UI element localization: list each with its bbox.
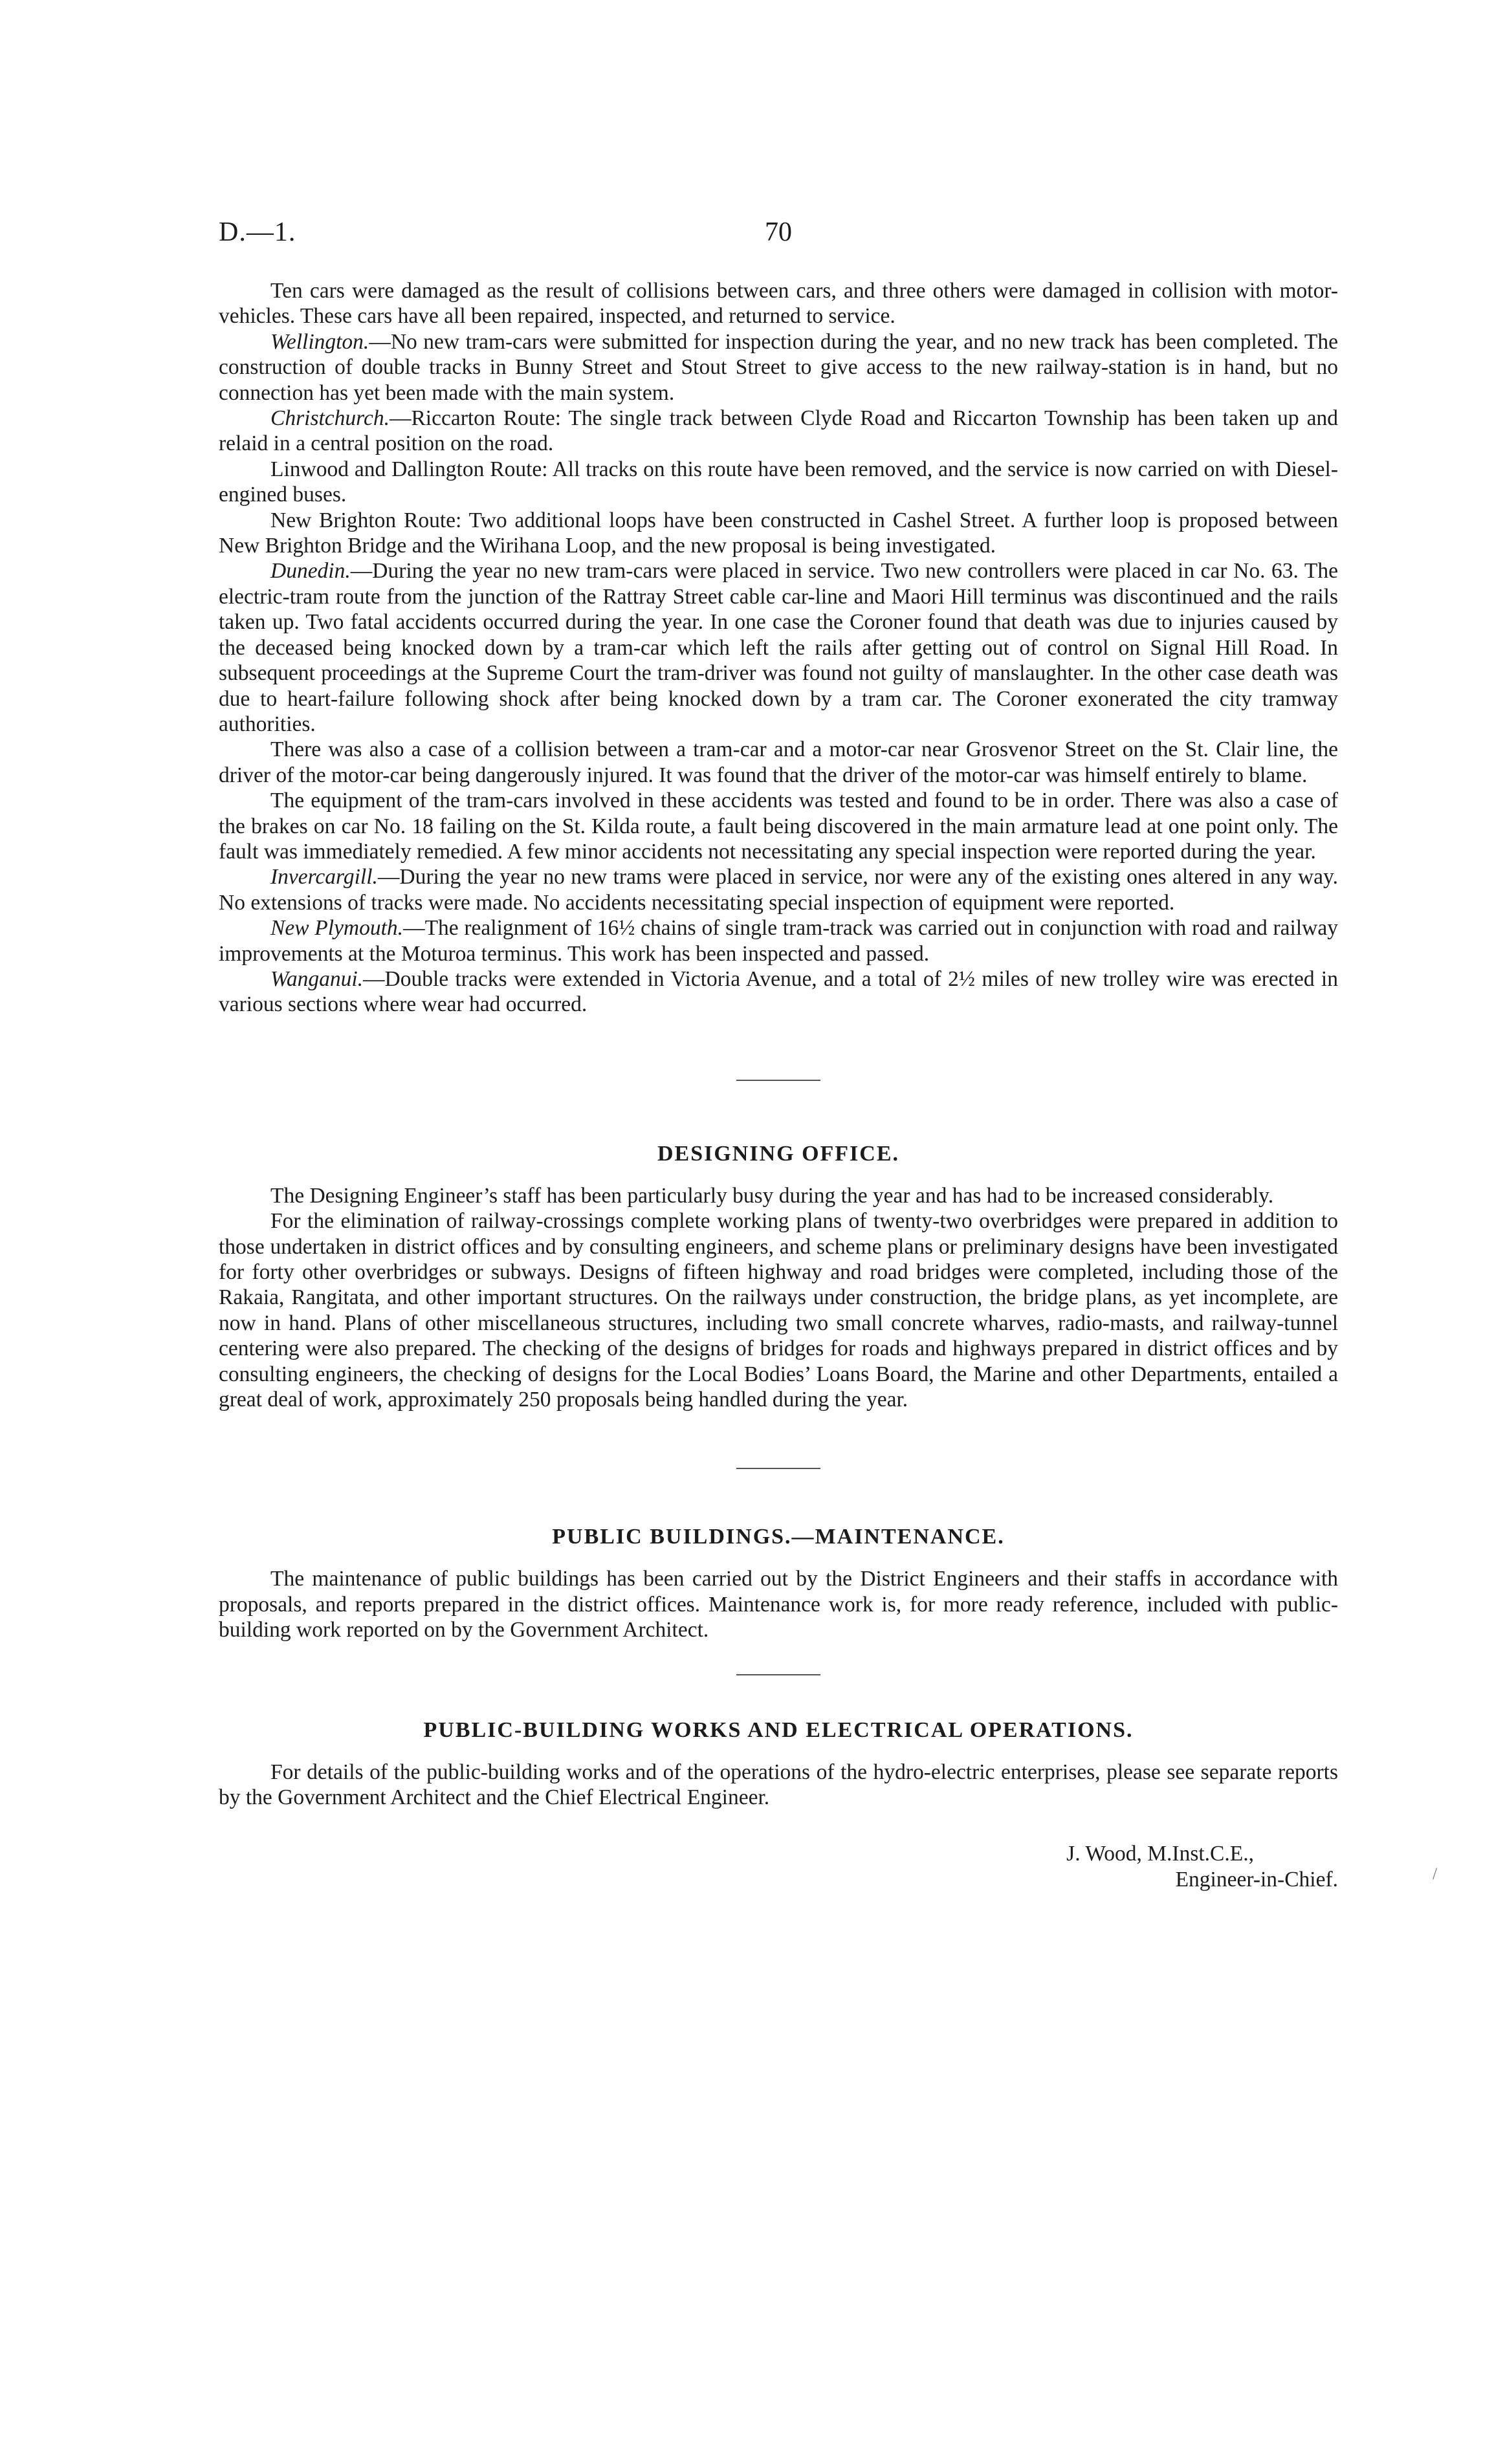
equipment-paragraph: The equipment of the tram-cars involved in these accidents was tested and found to be in order. There was also a case of the brakes on car No. 18 failing on the St. Kilda route, a fault being discovered in the main armature lead at one point only. The fault was immediately remedied. A few minor accidents not necessitating any special inspection were reported during the year.: [219, 789, 1338, 864]
dunedin-label: Dunedin.: [270, 559, 351, 583]
tramways-damage-paragraph: Ten cars were damaged as the result of collisions between cars, and three others were damaged in collision with motor-vehicles. These cars have all been repaired, inspected, and returned to service.: [219, 279, 1338, 329]
wellington-text: —No new tram-cars were submitted for inspection during the year, and no new track has been completed. The construction of double tracks in Bunny Street and Stout Street to give access to the new railway-station is in hand, but no connection has yet been made with the main system.: [219, 329, 1338, 405]
wellington-label: Wellington.: [270, 329, 369, 354]
signature-name: J. Wood, M.Inst.C.E.,: [1066, 1842, 1254, 1866]
invercargill-label: Invercargill.: [270, 865, 378, 889]
page-number: 70: [765, 217, 792, 247]
wellington-paragraph: [219, 329, 1338, 406]
signature-block: [219, 1841, 1338, 1893]
designing-office-paragraph-2: For the elimination of railway-crossings complete working plans of twenty-two overbridges were prepared in addition to those undertaken in district offices and by consulting engineers, and scheme plans or preliminary designs have been investigated for forty other overbridges or subways. Designs of fifteen highway and road bridges were completed, including those of the Rakaia, Rangitata, and other important structures. On the railways under construction, the bridge plans, as yet incomplete, are now in hand. Plans of other miscellaneous structures, including two small concrete wharves, radio-masts, and railway-tunnel centering were also prepared. The checking of the designs of bridges for roads and highways prepared in district offices and by consulting engineers, the checking of designs for the Local Bodies’ Loans Board, the Marine and other Departments, entailed a great deal of work, approximately 250 proposals being handled during the year.: [219, 1209, 1338, 1412]
public-buildings-heading: PUBLIC BUILDINGS.—MAINTENANCE.: [552, 1525, 1005, 1549]
christchurch-text: —Riccarton Route: The single track between Clyde Road and Riccarton Township has been taken up and relaid in a central position on the road.: [219, 406, 1338, 456]
margin-mark: /: [1433, 1864, 1438, 1883]
designing-office-heading: DESIGNING OFFICE.: [657, 1141, 900, 1166]
new-plymouth-text: —The realignment of 16½ chains of single tram-track was carried out in conjunction with road and railway improvements at the Moturoa terminus. This work has been inspected and passed.: [219, 916, 1338, 966]
document-reference: D.—1.: [219, 217, 296, 247]
public-building-works-heading: PUBLIC-BUILDING WORKS AND ELECTRICAL OPERATIONS.: [423, 1717, 1134, 1742]
invercargill-paragraph: [219, 864, 1338, 915]
wanganui-text: —Double tracks were extended in Victoria Avenue, and a total of 2½ miles of new trolley wire was erected in various sections where wear had occurred.: [219, 966, 1338, 1017]
new-plymouth-paragraph: [219, 915, 1338, 966]
public-building-works-paragraph: For details of the public-building works and of the operations of the hydro-electric enterprises, please see separate reports by the Government Architect and the Chief Electrical Engineer.: [219, 1760, 1338, 1810]
designing-office-paragraph-1: The Designing Engineer’s staff has been particularly busy during the year and has had to be increased considerably.: [270, 1183, 1274, 1208]
linwood-paragraph: Linwood and Dallington Route: All tracks on this route have been removed, and the service is now carried on with Diesel-engined buses.: [219, 457, 1338, 507]
public-buildings-paragraph: The maintenance of public buildings has been carried out by the District Engineers and their staffs in accordance with proposals, and reports prepared in the district offices. Maintenance work is, for more ready reference, included with public-building work reported on by the Government Architect.: [219, 1567, 1338, 1642]
dunedin-text: —During the year no new tram-cars were placed in service. Two new controllers were placed in car No. 63. The electric-tram route from the junction of the Rattray Street cable car-line and Maori Hill terminus was discontinued and the rails taken up. Two fatal accidents occurred during the year. In one case the Coroner found that death was due to injuries caused by the deceased being knocked down by a tram-car which left the rails after getting out of control on Signal Hill Road. In subsequent proceedings at the Supreme Court the tram-driver was found not guilty of manslaughter. In the other case death was due to heart-failure following shock after being knocked down by a tram car. The Coroner exonerated the city tramway authorities.: [219, 559, 1338, 736]
new-plymouth-label: New Plymouth.: [270, 916, 404, 941]
section-divider: [736, 1080, 820, 1081]
christchurch-label: Christchurch.: [270, 406, 390, 431]
page-header: [219, 217, 1338, 256]
section-divider: [736, 1468, 820, 1469]
wanganui-label: Wanganui.: [270, 966, 364, 991]
new-brighton-paragraph: New Brighton Route: Two additional loops have been constructed in Cashel Street. A further loop is proposed between New Brighton Bridge and the Wirihana Loop, and the new proposal is being investigated.: [219, 508, 1338, 558]
christchurch-paragraph: [219, 406, 1338, 457]
wanganui-paragraph: [219, 966, 1338, 1018]
collision-paragraph: There was also a case of a collision between a tram-car and a motor-car near Grosvenor Street on the St. Clair line, the driver of the motor-car being dangerously injured. It was found that the driver of the motor-car was himself entirely to blame.: [219, 737, 1338, 787]
invercargill-text: —During the year no new trams were placed in service, nor were any of the existing ones altered in any way. No extensions of tracks were made. No accidents necessitating special inspection of equipment were reported.: [219, 865, 1338, 915]
dunedin-paragraph: [219, 558, 1338, 737]
section-divider: [736, 1674, 820, 1675]
document-body: [219, 278, 1338, 1893]
signature-title: Engineer-in-Chief.: [1175, 1868, 1338, 1892]
